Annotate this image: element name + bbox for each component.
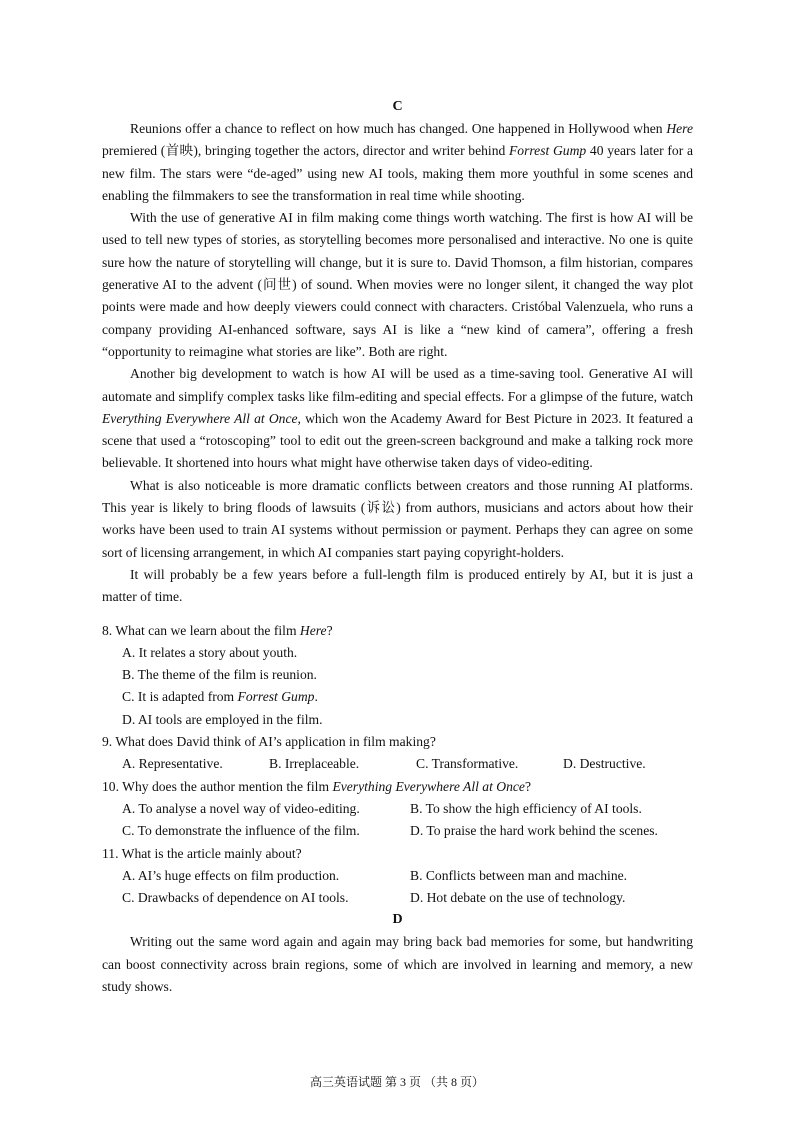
question-9-options (102, 753, 693, 775)
question-10-option-d: D. To praise the hard work behind the scenes. (410, 823, 658, 839)
question-8-option-b: B. The theme of the film is reunion. (122, 667, 317, 683)
question-11-options-cd (102, 887, 693, 909)
question-8-option-a: A. It relates a story about youth. (122, 644, 298, 660)
question-10-options-ab (102, 798, 693, 820)
question-9-option-b: B. Irreplaceable. (269, 756, 360, 772)
question-10-option-a: A. To analyse a novel way of video-editing. (122, 800, 360, 816)
question-11-option-a: A. AI’s huge effects on film production. (122, 867, 340, 883)
question-11-options-ab (102, 865, 693, 887)
question-10-stem: 10. Why does the author mention the film Everything Everywhere All at Once? (102, 778, 531, 794)
passage-c-paragraph-2: With the use of generative AI in film making come things worth watching. The first is how AI will be used to tell new types of stories, as storytelling becomes more personalised and interactive. No one is quite sure how the nature of storytelling will change, but it is sure to. David Thomson, a film historian, compares generative AI to the advent (问世) of sound. When movies were no longer silent, it changed the way plot points were made and how deeply viewers could connect with characters. Cristóbal Valenzuela, who runs a company providing AI-enhanced software, says AI is like a “new kind of camera”, offering a fresh “opportunity to reimagine what stories are like”. Both are right. (102, 210, 693, 359)
question-9-option-d: D. Destructive. (563, 756, 646, 772)
question-9-option-a: A. Representative. (122, 756, 223, 772)
section-d-title: D (392, 912, 403, 928)
section-c-title: C (392, 99, 403, 114)
question-8-stem: 8. What can we learn about the film Here? (102, 622, 333, 638)
question-11-option-b: B. Conflicts between man and machine. (410, 867, 628, 883)
question-11-option-d: D. Hot debate on the use of technology. (410, 890, 626, 906)
question-8-option-c: C. It is adapted from Forrest Gump. (122, 689, 318, 705)
question-10-option-b: B. To show the high efficiency of AI tools. (410, 800, 642, 816)
question-8-option-d: D. AI tools are employed in the film. (122, 711, 323, 727)
exam-page (102, 96, 693, 998)
passage-d-paragraph-1: Writing out the same word again and again may bring back bad memories for some, but handwriting can boost connectivity across brain regions, some of which are involved in learning and memory, a new study shows. (102, 934, 693, 994)
passage-c-paragraph-3: Another big development to watch is how AI will be used as a time-saving tool. Generative AI will automate and simplify complex tasks like film-editing and special effects. For a glimpse of the future, watch Everything Everywhere All at Once, which won the Academy Award for Best Picture in 2023. It featured a scene that used a “rotoscoping” tool to edit out the green-screen background and make a talking rock more believable. It shortened into hours what might have otherwise taken days of video-editing. (102, 366, 693, 471)
question-10-option-c: C. To demonstrate the influence of the film. (122, 823, 360, 839)
question-11-stem: 11. What is the article mainly about? (102, 845, 302, 861)
question-9-stem: 9. What does David think of AI’s application in film making? (102, 734, 436, 750)
question-10-options-cd (102, 820, 693, 842)
passage-c-paragraph-1: Reunions offer a chance to reflect on how much has changed. One happened in Hollywood when Here premiered (首映), bringing together the actors, director and writer behind Forrest Gump 40 years later for a new film. The stars were “de-aged” using new AI tools, making them more youthful in some scenes and enabling the filmmakers to see the transformation in real time while shooting. (102, 121, 693, 203)
passage-c-paragraph-5: It will probably be a few years before a full-length film is produced entirely by AI, but it is just a matter of time. (102, 566, 693, 605)
passage-c-paragraph-4: What is also noticeable is more dramatic conflicts between creators and those running AI platforms. This year is likely to bring floods of lawsuits (诉讼) from authors, musicians and actors about how their works have been used to train AI systems without permission or payment. Perhaps they can agree on some sort of licensing arrangement, in which AI companies start paying copyright-holders. (102, 477, 693, 560)
page-footer: 高三英语试题 第 3 页 （共 8 页） (309, 1075, 484, 1089)
question-9-option-c: C. Transformative. (416, 756, 519, 772)
question-11-option-c: C. Drawbacks of dependence on AI tools. (122, 890, 349, 906)
